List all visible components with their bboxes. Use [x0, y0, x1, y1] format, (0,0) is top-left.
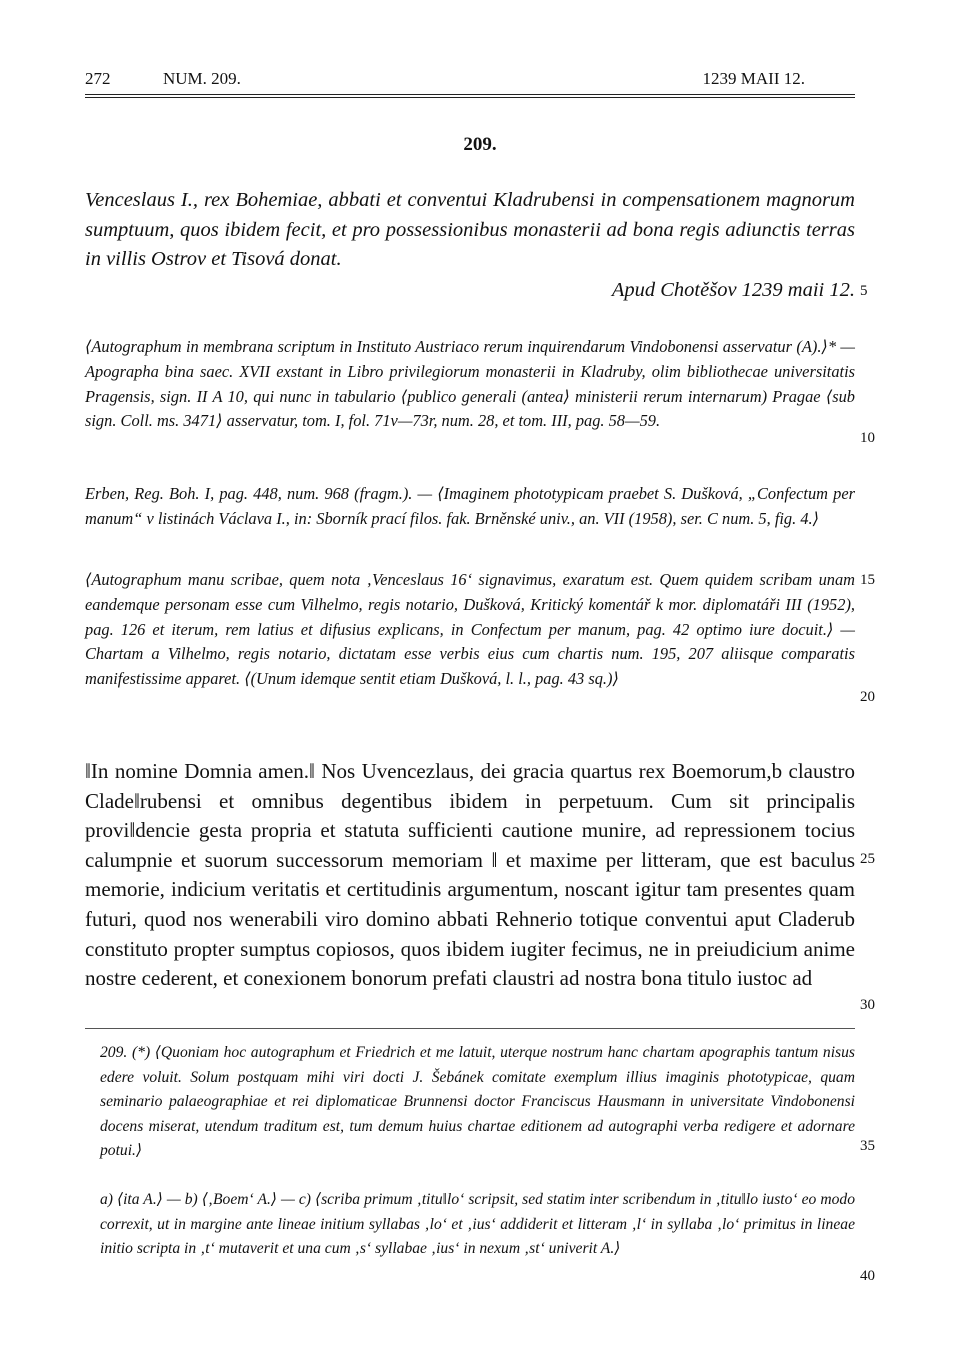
- line-number: 10: [860, 430, 875, 446]
- footnote-rule: [85, 1028, 855, 1029]
- document-reference: NUM. 209.: [163, 69, 241, 88]
- document-number: 209.: [463, 134, 497, 155]
- line-number: 35: [860, 1138, 875, 1154]
- tradition-note: ⟨Autographum in membrana scriptum in Instituto Austriaco rerum inquirendarum Vindobonensi asservatur (A).⟩* — Apographa bina saec. XVII exstant in Libro privilegiorum monasterii in Kladruby, olim bibliothecae universitatis Pragensis, sign. II A 10, qui nunc in tabulario ⟨publico generali (antea⟩ ministerii rerum internarum) Pragae ⟨sub sign. Coll. ms. 3471⟩ asservatur, tom. I, fol. 71v—73r, num. 28, et tom. III, pag. 58—59.: [85, 337, 855, 431]
- footnote-critical: a) ⟨ita A.⟩ — b) ⟨‚Boem‘ A.⟩ — c) ⟨scriba primum ‚titu‖lo‘ scripsit, sed statim inter scribendum in ‚titu‖lo iusto‘ eo modo correxit, ut in margine ante lineae initium syllabas ‚lo‘ et ‚ius‘ addiderit et litteram ‚l‘ in syllaba ‚lo‘ primitus in lineae initio scripta in ‚t‘ mutaverit et una cum ‚s‘ syllabae ‚ius‘ in nexum ‚st‘ univerit A.⟩: [100, 1191, 855, 1257]
- line-number: 25: [860, 851, 875, 867]
- line-number: 20: [860, 689, 875, 705]
- header-rule-second: [85, 97, 855, 98]
- line-number: 5: [860, 283, 868, 299]
- regest: Venceslaus I., rex Bohemiae, abbati et conventui Kladrubensi in compensationem magnorum sumptuum, quos ibidem fecit, et pro possessionibus monasterii ad bona regis adiunctis terras in villis Ostrov et Tisová donat.: [85, 189, 855, 270]
- header-date: 1239 MAII 12.: [702, 69, 805, 88]
- header-rule: [85, 94, 855, 95]
- line-number: 30: [860, 997, 875, 1013]
- footnote-general: 209. (*) ⟨Quoniam hoc autographum et Friedrich et me latuit, uterque nostrum hanc chartam apographis tantum nisus edere voluit. Solum postquam mihi viri docti J. Šebánek comitate exemplum illius imaginis phototypicae, quam seminario palaeographiae et rei diplomaticae Brunnensi doctor Franciscus Hausmann in universitate Vindobonensi docens miserat, utendum traditum est, tum demum huius chartae editionem ad autographi verba redigere et adornare potui.⟩: [100, 1044, 855, 1159]
- line-number: 15: [860, 572, 875, 588]
- page-number: 272: [85, 69, 111, 88]
- charter-text: ‖In nomine Domnia amen.‖ Nos Uvencezlaus, dei gracia quartus rex Boemorum,b claustro Clade‖rubensi et omnibus degentibus ibidem in perpetuum. Cum sit principalis provi‖dencie gesta propria et statuta sufficienti cautione munire, ad repressionem tocius calumpnie et suorum successorum memoriam ‖ et maxime per litteram, que est baculus memorie, indicium veritatis et certitudinis argumentum, noscant igitur tam presentes quam futuri, quod nos wenerabili viro domino abbati Rehnerio totique conventui aput Claderub constituto propter sumptus copiosos, quos ibidem iugiter fecimus, ne in preiudicium anime nostre cederent, et conexionem bonorum prefati claustri ad nostra bona titulo iustoc ad: [85, 759, 855, 991]
- place-date: Apud Chotěšov 1239 maii 12.: [611, 279, 855, 301]
- running-header: [85, 66, 855, 92]
- scribe-note: ⟨Autographum manu scribae, quem nota ‚Venceslaus 16‘ signavimus, exaratum est. Quem quidem scribam unam eandemque personam esse cum Vilhelmo, regis notario, Dušková, Kritický komentář k mor. diplomatáři III (1952), pag. 126 et iterum, rem latius et difusius explicans, in Confectum per manum, pag. 42 optimo iure docuit.⟩ — Chartam a Vilhelmo, regis notario, dictatam esse verbis eius cum chartis num. 195, 207 aliisque comparatis manifestissime apparet. ⟨(Unum idemque sentit etiam Dušková, l. l., pag. 43 sq.)⟩: [85, 570, 855, 689]
- literature-note: Erben, Reg. Boh. I, pag. 448, num. 968 (fragm.). — ⟨Imaginem phototypicam praebet S. Dušková, „Confectum per manum“ v listinách Václava I., in: Sborník prací filos. fak. Brněnské univ., an. VII (1958), ser. C num. 5, fig. 4.⟩: [85, 484, 855, 528]
- line-number: 40: [860, 1268, 875, 1284]
